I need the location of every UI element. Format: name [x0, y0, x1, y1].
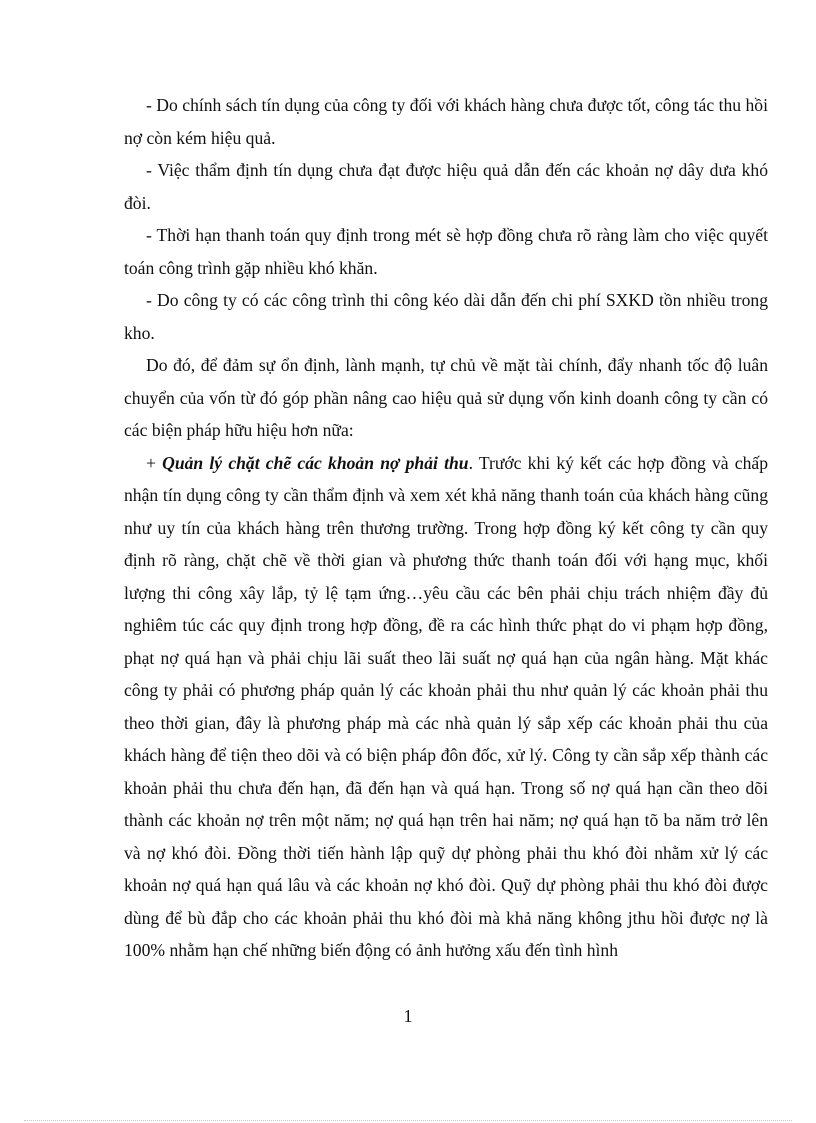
document-body	[124, 89, 768, 967]
paragraph-body-text: . Trước khi ký kết các hợp đồng và chấp nhận tín dụng công ty cần thẩm định và xem xét khả năng thanh toán của khách hàng cũng như uy tín của khách hàng trên thương trường. Trong hợp đồng ký kết công ty cần quy định rõ ràng, chặt chẽ về thời gian và phương thức thanh toán đối với hạng mục, khối lượng thi công xây lắp, tỷ lệ tạm ứng…yêu cầu các bên phải chịu trách nhiệm đầy đủ nghiêm túc các quy định trong hợp đồng, đề ra các hình thức phạt do vi phạm hợp đồng, phạt nợ quá hạn và phải chịu lãi suất theo lãi suất nợ quá hạn của ngân hàng. Mặt khác công ty phải có phương pháp quản lý các khoản phải thu như quản lý các khoản phải thu theo thời gian, đây là phương pháp mà các nhà quản lý sắp xếp các khoản phải thu của khách hàng để tiện theo dõi và có biện pháp đôn đốc, xử lý. Công ty cần sắp xếp thành các khoản phải thu chưa đến hạn, đã đến hạn và quá hạn. Trong số nợ quá hạn cần theo dõi thành các khoản nợ trên một năm; nợ quá hạn trên hai năm; nợ quá hạn tõ ba năm trở lên và nợ khó đòi. Đồng thời tiến hành lập quỹ dự phòng phải thu khó đòi nhằm xử lý các khoản nợ quá hạn quá lâu và các khoản nợ khó đòi. Quỹ dự phòng phải thu khó đòi được dùng để bù đắp cho các khoản phải thu khó đòi mà khả năng không jthu hồi được nợ là 100% nhằm hạn chế những biến động có ảnh hưởng xấu đến tình hình	[124, 452, 769, 960]
paragraph-prefix: +	[146, 452, 163, 473]
page-number: 1	[403, 1006, 413, 1026]
paragraph-payment-terms: - Thời hạn thanh toán quy định trong mét sè hợp đồng chưa rõ ràng làm cho việc quyết toán công trình gặp nhiều khó khăn.	[124, 225, 768, 278]
paragraph-receivables-management	[124, 447, 768, 967]
paragraph-therefore: Do đó, để đảm sự ổn định, lành mạnh, tự chủ về mặt tài chính, đẩy nhanh tốc độ luân chuyển của vốn từ đó góp phần nâng cao hiệu quả sử dụng vốn kinh doanh công ty cần có các biện pháp hữu hiệu hơn nữa:	[124, 355, 768, 440]
paragraph-credit-appraisal: - Việc thẩm định tín dụng chưa đạt được hiệu quả dẫn đến các khoản nợ dây dưa khó đòi.	[124, 160, 768, 213]
emphasis-heading: Quản lý chặt chẽ các khoản nợ phải thu	[162, 452, 469, 473]
paragraph-credit-policy: - Do chính sách tín dụng của công ty đối với khách hàng chưa được tốt, công tác thu hồi nợ còn kém hiệu quả.	[124, 95, 768, 148]
page-bottom-divider	[24, 1120, 792, 1121]
paragraph-long-construction: - Do công ty có các công trình thi công kéo dài dẫn đến chi phí SXKD tồn nhiều trong kho.	[124, 290, 768, 343]
